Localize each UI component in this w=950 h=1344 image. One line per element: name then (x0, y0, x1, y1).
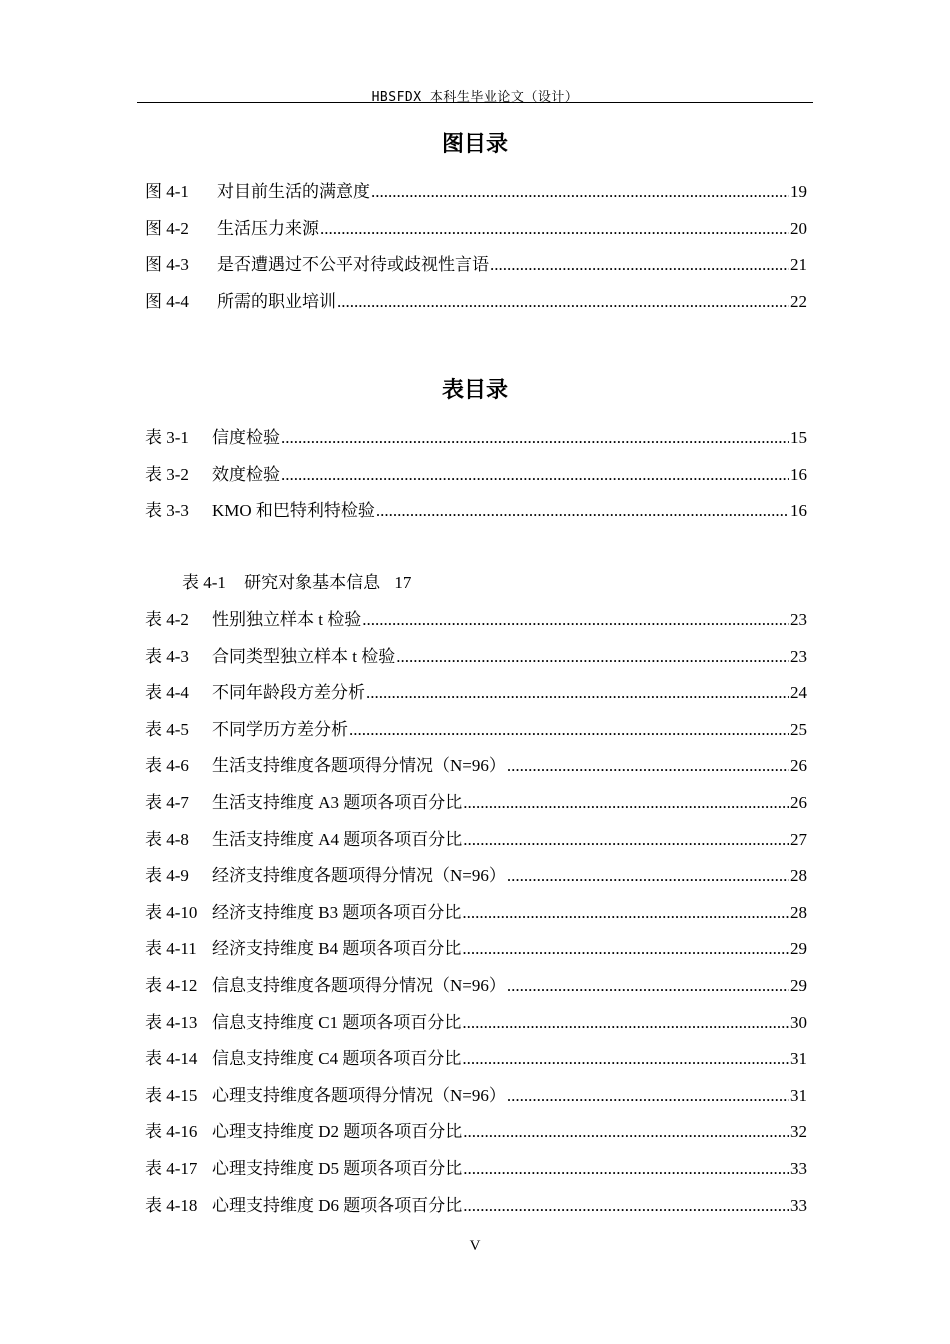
dot-leader (462, 1011, 789, 1035)
toc-entry[interactable] (145, 828, 807, 865)
dot-leader (281, 463, 789, 487)
entry-title: 心理支持维度 D2 题项各项百分比 (212, 1122, 463, 1142)
toc-entry[interactable] (145, 645, 807, 682)
toc-entry[interactable] (145, 1011, 807, 1048)
toc-entry[interactable] (145, 718, 807, 755)
entry-page: 31 (790, 1049, 807, 1069)
entry-number: 表 3-1 (145, 428, 189, 447)
entry-title: 对目前生活的满意度 (217, 182, 370, 201)
toc-entry[interactable] (145, 253, 807, 290)
entry-page: 19 (790, 182, 807, 201)
dot-leader (462, 1047, 789, 1071)
dot-leader (320, 217, 789, 241)
entry-number: 表 4-13 (145, 1012, 198, 1032)
entry-title: 不同学历方差分析 (212, 719, 348, 739)
page-number: V (469, 1238, 481, 1254)
entry-title: 信息支持维度各题项得分情况（N=96） (212, 975, 506, 995)
entry-number: 表 3-3 (145, 501, 189, 521)
dot-leader (463, 1120, 789, 1144)
entry-number: 表 4-2 (145, 610, 189, 629)
toc-entry[interactable] (145, 290, 807, 327)
toc-entry[interactable] (145, 1084, 807, 1121)
dot-leader (281, 426, 789, 450)
entry-number: 表 4-5 (145, 719, 189, 739)
entry-number: 表 4-10 (145, 902, 198, 922)
entry-page: 24 (790, 683, 807, 703)
entry-page: 16 (790, 464, 807, 484)
entry-page: 23 (790, 610, 807, 629)
table-list-part-2 (145, 608, 807, 1230)
entry-number: 表 4-11 (145, 939, 197, 959)
entry-number: 表 4-8 (145, 829, 189, 849)
figure-list-title: 图目录 (441, 132, 508, 157)
dot-leader (507, 1084, 789, 1108)
entry-number: 表 4-7 (145, 792, 189, 812)
toc-entry[interactable] (145, 1194, 807, 1231)
entry-title: 性别独立样本 t 检验 (212, 610, 362, 629)
entry-number: 表 4-16 (145, 1122, 198, 1142)
entry-page: 33 (790, 1195, 807, 1215)
toc-entry-plain[interactable] (182, 571, 411, 595)
entry-title: 经济支持维度各题项得分情况（N=96） (212, 866, 506, 886)
entry-number: 图 4-3 (145, 255, 189, 275)
entry-page: 28 (790, 866, 807, 886)
header-rule (137, 102, 813, 103)
toc-entry[interactable] (145, 681, 807, 718)
toc-entry[interactable] (145, 864, 807, 901)
entry-title: 经济支持维度 B3 题项各项百分比 (212, 902, 462, 922)
entry-number: 表 4-14 (145, 1049, 198, 1069)
dot-leader (366, 681, 789, 705)
entry-title: 经济支持维度 B4 题项各项百分比 (212, 939, 462, 959)
entry-number: 图 4-4 (145, 291, 189, 311)
dot-leader (507, 974, 789, 998)
entry-number: 表 4-4 (145, 683, 189, 703)
toc-entry[interactable] (145, 791, 807, 828)
entry-number: 表 4-9 (145, 866, 189, 886)
entry-number: 表 4-18 (145, 1195, 198, 1215)
entry-title: 是否遭遇过不公平对待或歧视性言语 (217, 255, 489, 275)
dot-leader (462, 937, 789, 961)
toc-entry[interactable] (145, 1157, 807, 1194)
entry-number: 表 4-12 (145, 975, 198, 995)
dot-leader (463, 1157, 789, 1181)
entry-page: 33 (790, 1158, 807, 1178)
entry-page: 22 (790, 291, 807, 311)
entry-number: 表 4-1 (182, 573, 226, 592)
toc-entry[interactable] (145, 463, 807, 500)
entry-number: 表 4-15 (145, 1085, 198, 1105)
entry-title: 研究对象基本信息 (244, 573, 381, 592)
dot-leader (490, 253, 789, 277)
entry-page: 26 (790, 792, 807, 812)
entry-number: 图 4-1 (145, 182, 189, 201)
toc-entry[interactable] (145, 217, 807, 254)
entry-number: 表 4-6 (145, 756, 189, 776)
entry-page: 30 (790, 1012, 807, 1032)
toc-entry[interactable] (145, 180, 807, 217)
entry-title: 效度检验 (212, 464, 280, 484)
running-header: HBSFDX 本科生毕业论文（设计） (371, 90, 579, 105)
dot-leader (463, 1194, 789, 1218)
entry-title: 心理支持维度 D6 题项各项百分比 (212, 1195, 463, 1215)
dot-leader (362, 608, 789, 632)
toc-entry[interactable] (145, 608, 807, 645)
dot-leader (371, 180, 789, 204)
entry-page: 27 (790, 829, 807, 849)
entry-number: 图 4-2 (145, 218, 189, 238)
entry-title: 生活支持维度各题项得分情况（N=96） (212, 756, 506, 776)
toc-entry[interactable] (145, 499, 807, 536)
entry-page: 25 (790, 719, 807, 739)
entry-title: 所需的职业培训 (217, 291, 336, 311)
entry-title: 生活压力来源 (217, 218, 319, 238)
toc-entry[interactable] (145, 974, 807, 1011)
entry-title: 合同类型独立样本 t 检验 (212, 646, 396, 666)
toc-entry[interactable] (145, 1120, 807, 1157)
dot-leader (463, 828, 789, 852)
dot-leader (463, 791, 789, 815)
table-list-part-1 (145, 426, 807, 536)
entry-page: 32 (790, 1122, 807, 1142)
entry-number: 表 4-17 (145, 1158, 198, 1178)
entry-title: 不同年龄段方差分析 (212, 683, 365, 703)
dot-leader (462, 901, 789, 925)
entry-page: 23 (790, 646, 807, 666)
toc-entry[interactable] (145, 754, 807, 791)
entry-page: 15 (790, 428, 807, 447)
entry-page: 20 (790, 218, 807, 238)
entry-page: 26 (790, 756, 807, 776)
entry-title: 信息支持维度 C4 题项各项百分比 (212, 1049, 462, 1069)
entry-page: 29 (790, 939, 807, 959)
entry-title: 生活支持维度 A3 题项各项百分比 (212, 792, 463, 812)
table-list-title: 表目录 (441, 378, 508, 403)
entry-title: 生活支持维度 A4 题项各项百分比 (212, 829, 463, 849)
entry-page: 17 (394, 573, 412, 592)
entry-title: 心理支持维度 D5 题项各项百分比 (212, 1158, 463, 1178)
toc-entry[interactable] (145, 426, 807, 463)
entry-number: 表 3-2 (145, 464, 189, 484)
entry-title: 信度检验 (212, 428, 280, 447)
figure-list (145, 180, 807, 326)
dot-leader (337, 290, 789, 314)
toc-entry[interactable] (145, 1047, 807, 1084)
entry-page: 31 (790, 1085, 807, 1105)
entry-page: 29 (790, 975, 807, 995)
dot-leader (376, 499, 789, 523)
toc-entry[interactable] (145, 937, 807, 974)
toc-entry[interactable] (145, 901, 807, 938)
dot-leader (349, 718, 789, 742)
entry-number: 表 4-3 (145, 646, 189, 666)
dot-leader (396, 645, 789, 669)
dot-leader (507, 754, 789, 778)
entry-title: 心理支持维度各题项得分情况（N=96） (212, 1085, 506, 1105)
entry-title: KMO 和巴特利特检验 (212, 501, 375, 521)
entry-page: 21 (790, 255, 807, 275)
entry-page: 16 (790, 501, 807, 521)
dot-leader (507, 864, 789, 888)
entry-title: 信息支持维度 C1 题项各项百分比 (212, 1012, 462, 1032)
entry-page: 28 (790, 902, 807, 922)
